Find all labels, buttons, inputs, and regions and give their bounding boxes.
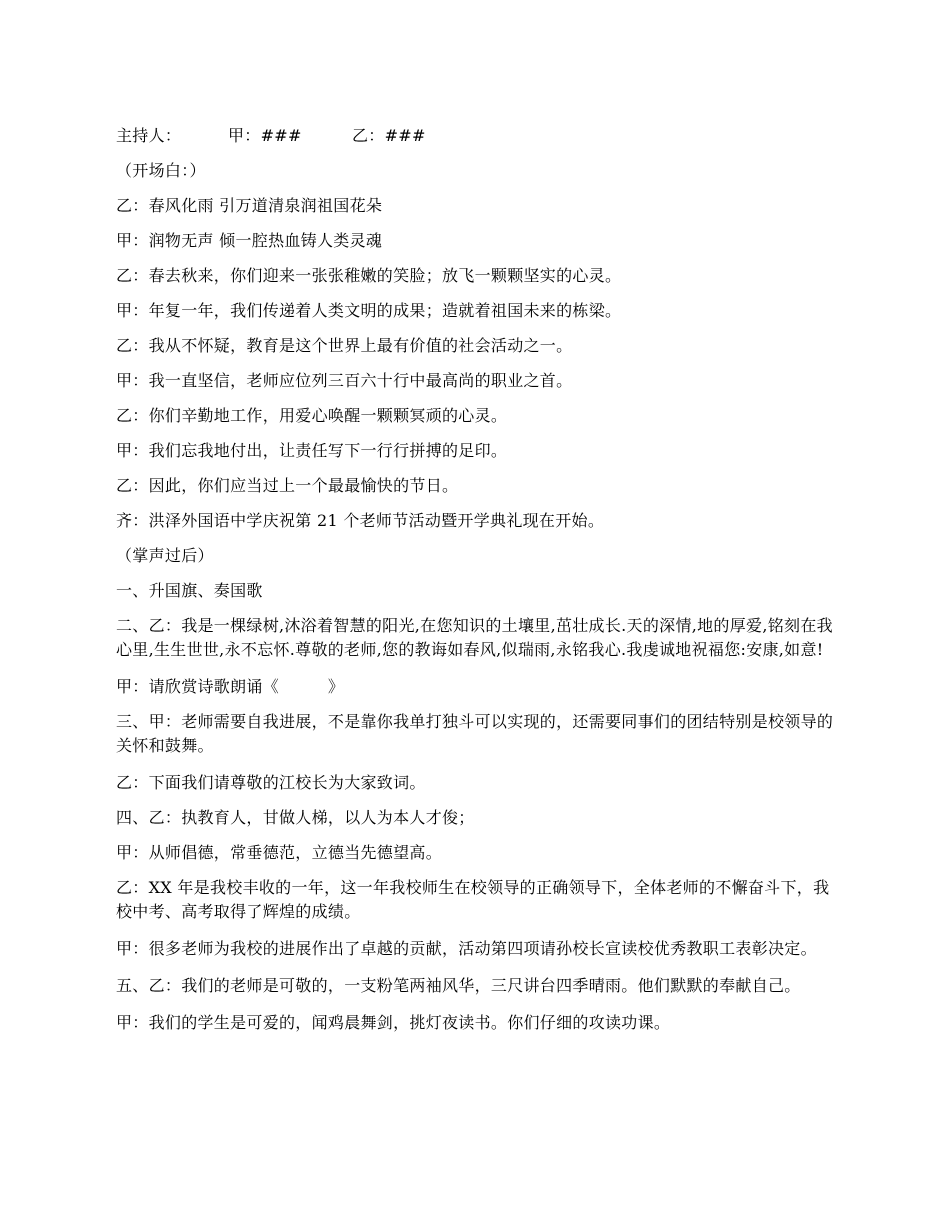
paragraph: 乙：因此，你们应当过上一个最最愉快的节日。 [116,476,459,495]
paragraph: 乙：下面我们请尊敬的江校长为大家致词。 [116,773,426,792]
paragraph: 乙：我从不怀疑，教育是这个世界上最有价值的社会活动之一。 [116,336,573,355]
paragraph: 乙：你们辛勤地工作，用爱心唤醒一颗颗冥顽的心灵。 [116,406,508,425]
paragraph: 甲：我们的学生是可爱的，闻鸡晨舞剑，挑灯夜读书。你们仔细的攻读功课。 [116,1013,671,1032]
paragraph: 甲：我们忘我地付出，让责任写下一行行拼搏的足印。 [116,441,508,460]
paragraph: 乙：春去秋来，你们迎来一张张稚嫩的笑脸；放飞一颗颗坚实的心灵。 [116,266,622,285]
paragraph: 乙：XX 年是我校丰收的一年，这一年我校师生在校领导的正确领导下，全体老师的不懈奋斗下，我校中考、高考取得了辉煌的成绩。 [116,878,830,921]
host-label: 主持人： [116,126,182,145]
paragraph: 五、乙：我们的老师是可敬的，一支粉笔两袖风华，三尺讲台四季晴雨。他们默默的奉献自己。 [116,976,801,995]
paragraph: 四、乙：执教育人，甘做人梯，以人为本人才俊； [116,808,475,827]
paragraph-opening-note: （开场白：） [116,161,206,180]
paragraph: 甲：很多老师为我校的进展作出了卓越的贡献，活动第四项请孙校长宣读校优秀教职工表彰决定。 [116,939,817,958]
host-line [116,124,840,148]
paragraph: 甲：润物无声 倾一腔热血铸人类灵魂 [116,231,383,250]
paragraph: 甲：从师倡德，常垂德范，立德当先德望高。 [116,843,443,862]
paragraph-applause-note: （掌声过后） [116,546,214,565]
host-yi: 乙：### [352,126,426,145]
host-jia: 甲：### [228,126,302,145]
paragraph: 齐：洪泽外国语中学庆祝第 21 个老师节活动暨开学典礼现在开始。 [116,511,605,530]
paragraph: 乙：春风化雨 引万道清泉润祖国花朵 [116,196,383,215]
paragraph: 甲：年复一年，我们传递着人类文明的成果；造就着祖国未来的栋梁。 [116,301,622,320]
paragraph: 甲：请欣赏诗歌朗诵《 》 [116,677,345,696]
paragraph: 三、甲：老师需要自我进展，不是靠你我单打独斗可以实现的，还需要同事们的团结特别是校领导的关怀和鼓舞。 [116,712,834,755]
section-heading: 一、升国旗、奏国歌 [116,581,263,600]
paragraph: 二、乙：我是一棵绿树,沐浴着智慧的阳光,在您知识的土壤里,茁壮成长.天的深情,地的厚爱,铭刻在我心里,生生世世,永不忘怀.尊敬的老师,您的教诲如春风,似瑞雨,永铭我心.我虔诚地祝福您:安康,如意! [116,616,833,659]
document-body [116,124,840,1046]
paragraph: 甲：我一直坚信，老师应位列三百六十行中最高尚的职业之首。 [116,371,573,390]
